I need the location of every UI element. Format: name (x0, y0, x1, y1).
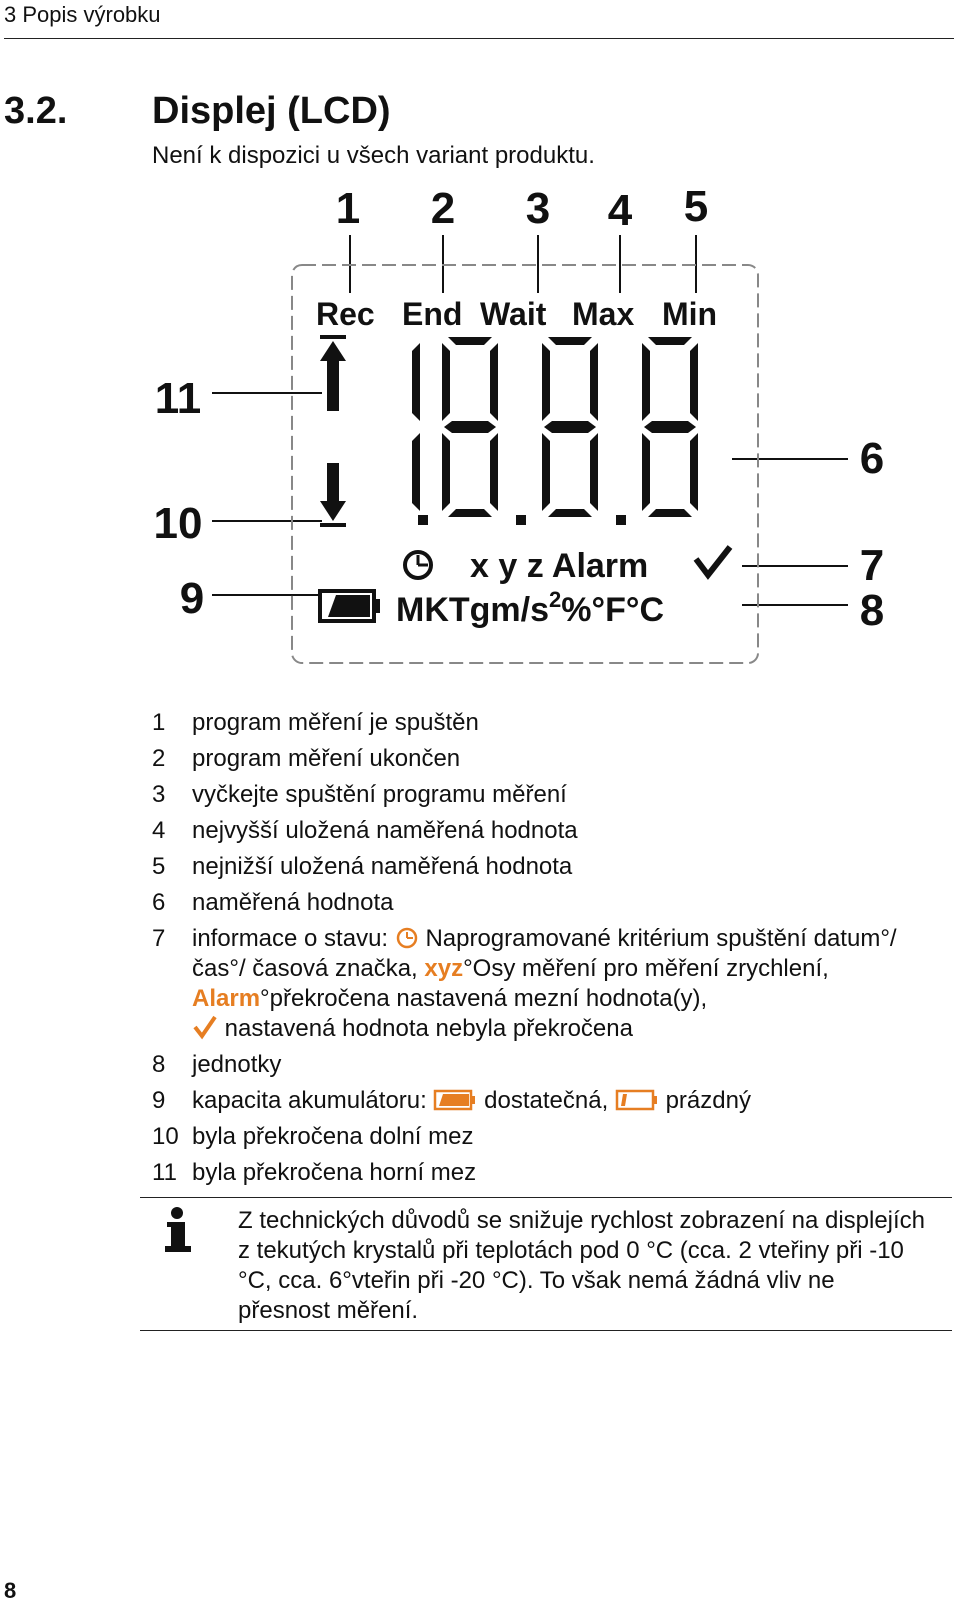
callout-2: 2 (430, 184, 456, 233)
lcd-units-main: MKTgm/s (396, 591, 549, 629)
lcd-rec: Rec (316, 296, 375, 332)
callout-8: 8 (859, 586, 885, 635)
lcd-units-tail: %°F°C (561, 591, 664, 629)
note-rule-bottom (140, 1330, 952, 1331)
lcd-wait: Wait (480, 296, 547, 332)
lcd-figure (140, 175, 920, 675)
lcd-max: Max (572, 296, 635, 332)
lcd-units (396, 587, 664, 629)
callout-9: 9 (179, 574, 205, 623)
info-icon (162, 1206, 192, 1254)
lcd-limit-arrows (320, 335, 346, 527)
legend-item: 2 program měření ukončen (152, 745, 461, 772)
legend-item: 8 jednotky (152, 1051, 282, 1078)
lcd-end: End (402, 296, 463, 332)
callout-3: 3 (525, 184, 551, 233)
running-header: 3 Popis výrobku (4, 2, 161, 27)
callout-7: 7 (859, 541, 885, 590)
callout-6: 6 (859, 434, 885, 483)
section-number: 3.2. (4, 90, 68, 132)
callout-5: 5 (683, 182, 709, 231)
legend-item: 6 naměřená hodnota (152, 889, 394, 916)
alarm-label: Alarm (192, 985, 261, 1012)
callout-4: 4 (607, 186, 633, 235)
legend-item: 10 byla překročena dolní mez (152, 1123, 474, 1150)
lcd-units-row (320, 587, 664, 629)
section-subtitle: Není k dispozici u všech variant produktu. (152, 142, 595, 169)
lcd-xyz-alarm: x y z Alarm (470, 547, 649, 585)
callout-10: 10 (153, 499, 203, 548)
note-text: Z technických důvodů se snižuje rychlost zobrazení na displejích z tekutých krystalů při teplotách pod 0 °C (cca. 2 vteřiny při -10 °C, cca. 6°vteřin při -20 °C). To však nemá žádná vliv ne přesnost měření. (238, 1207, 926, 1324)
lcd-status-row (405, 547, 730, 585)
legend-item: 1 program měření je spuštěn (152, 709, 479, 736)
battery-full-icon (433, 1088, 477, 1112)
checkmark-icon (192, 1014, 218, 1040)
callout-1: 1 (335, 184, 361, 233)
page-number: 8 (4, 1578, 17, 1603)
lcd-digits (412, 337, 698, 525)
callout-11: 11 (154, 374, 202, 423)
clock-icon (395, 926, 419, 950)
legend-item-7: 7 informace o stavu: Naprogramované kritérium spuštění datum°/ čas°/ časová značka, xyz°Osy měření pro měření zrychlení, Alarm°překročena nastavená mezní hodnota(y), nastavená hodnota nebyla překročena (152, 925, 897, 1042)
xyz-label: xyz (424, 955, 464, 982)
header-rule (4, 38, 954, 39)
legend-item: 3 vyčkejte spuštění programu měření (152, 781, 567, 808)
legend-item-9: 9 kapacita akumulátoru: dostatečná, prázdný (152, 1087, 751, 1114)
legend-item: 4 nejvyšší uložená naměřená hodnota (152, 817, 578, 844)
lcd-units-sup: 2 (549, 587, 562, 612)
legend-item: 5 nejnižší uložená naměřená hodnota (152, 853, 573, 880)
note-rule-top (140, 1197, 952, 1198)
section-title: Displej (LCD) (152, 90, 391, 132)
battery-empty-icon (615, 1088, 659, 1112)
legend-list (152, 705, 952, 1191)
lcd-min: Min (662, 296, 718, 332)
legend-item: 11 byla překročena horní mez (152, 1159, 477, 1186)
